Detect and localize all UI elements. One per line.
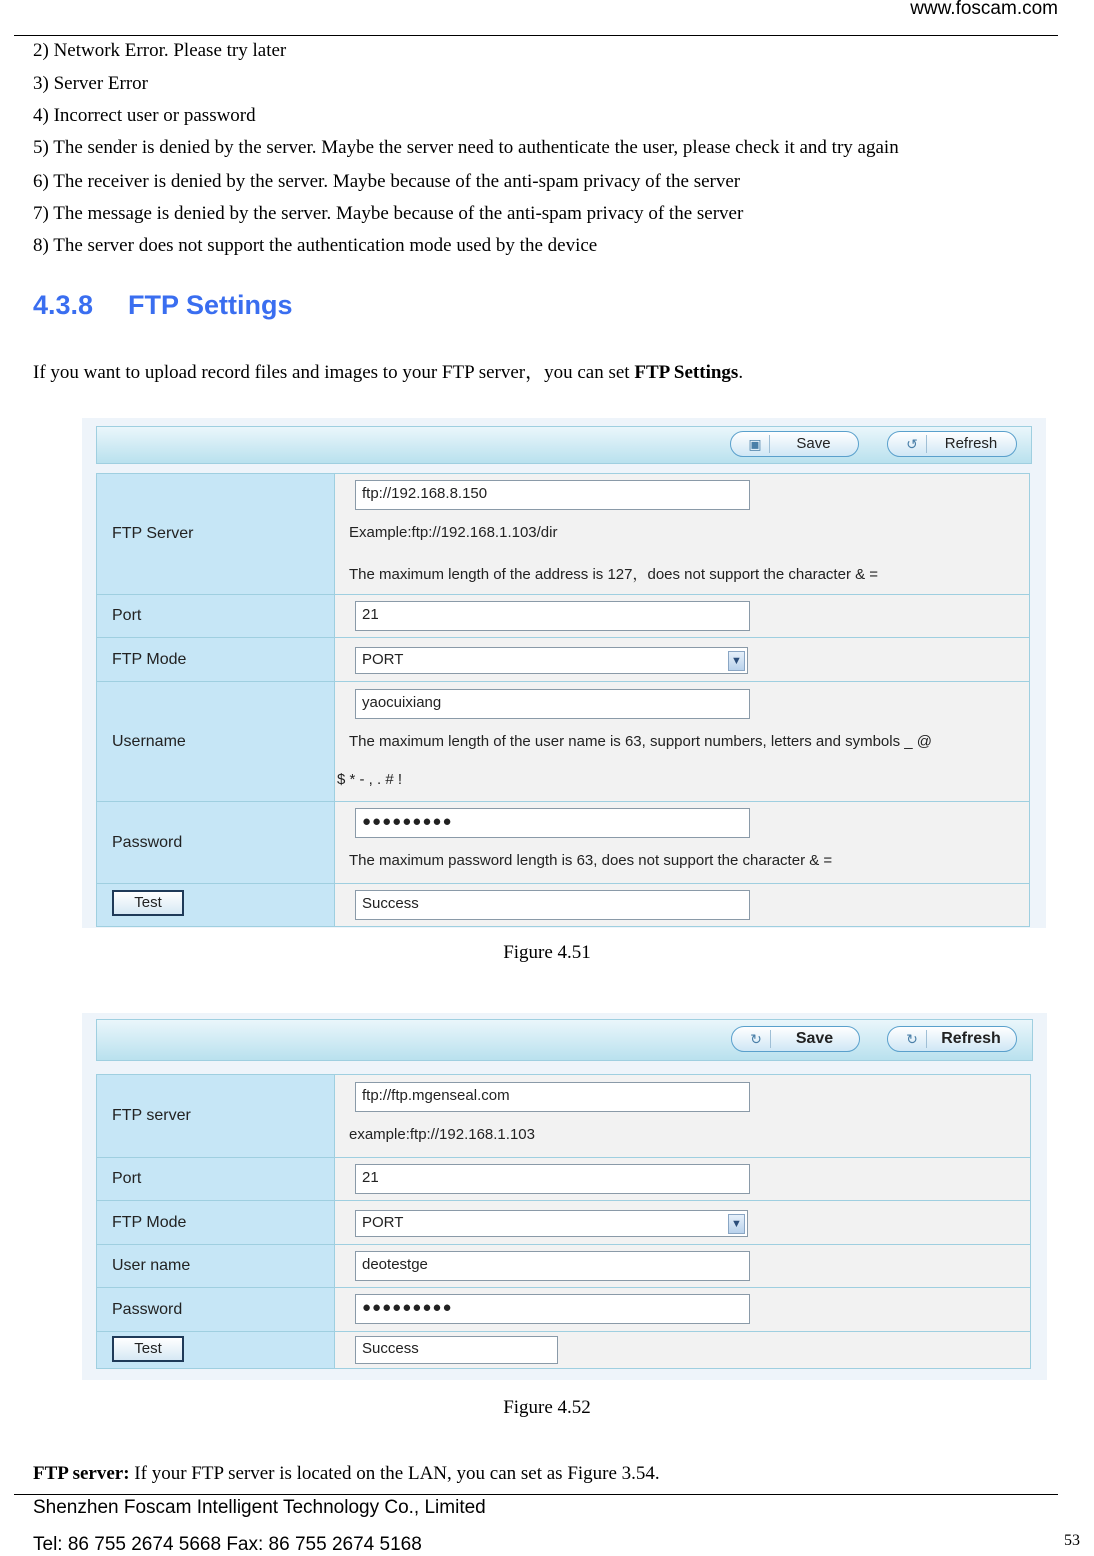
refresh-icon: ↻ xyxy=(742,1030,771,1048)
list-item: 8) The server does not support the authentication mode used by the device xyxy=(33,235,598,256)
refresh-icon: ↺ xyxy=(898,435,927,453)
password-label: Password xyxy=(97,802,335,884)
ftp-mode-value: PORT xyxy=(362,1214,404,1231)
test-button[interactable]: Test xyxy=(112,890,184,916)
port-input[interactable]: 21 xyxy=(355,601,750,631)
refresh-label: Refresh xyxy=(944,435,998,452)
ftp-server-input[interactable]: ftp://ftp.mgenseal.com xyxy=(355,1082,750,1112)
closing-text: If your FTP server is located on the LAN, you can set as Figure 3.54. xyxy=(129,1463,660,1484)
ftp-server-input[interactable]: ftp://192.168.8.150 xyxy=(355,480,750,510)
test-result-field: Success xyxy=(355,890,750,920)
intro-bold: FTP Settings xyxy=(634,362,739,383)
username-input[interactable]: yaocuixiang xyxy=(355,689,750,719)
table-row xyxy=(97,1075,1031,1158)
port-label: Port xyxy=(97,1158,335,1201)
table-row xyxy=(97,682,1030,802)
ftp-settings-table xyxy=(96,473,1030,927)
list-item: 3) Server Error xyxy=(33,73,149,94)
table-row xyxy=(97,884,1030,927)
footer-contact: Tel: 86 755 2674 5668 Fax: 86 755 2674 5168 xyxy=(33,1534,422,1555)
list-item: 2) Network Error. Please try later xyxy=(33,40,287,61)
floppy-icon: ▣ xyxy=(741,435,770,453)
figure-4-52 xyxy=(82,1013,1047,1380)
ftp-server-label: FTP server xyxy=(97,1075,335,1158)
test-button[interactable]: Test xyxy=(112,1336,184,1362)
ftp-mode-select[interactable] xyxy=(355,647,748,674)
section-number: 4.3.8 xyxy=(33,290,94,320)
list-item: 4) Incorrect user or password xyxy=(33,105,256,126)
list-item: 6) The receiver is denied by the server. Maybe because of the anti-spam privacy of the server xyxy=(33,171,741,192)
closing-paragraph xyxy=(33,1463,660,1485)
table-row xyxy=(97,595,1030,638)
table-row xyxy=(97,1158,1031,1201)
refresh-label: Refresh xyxy=(941,1030,1001,1047)
password-label: Password xyxy=(97,1288,335,1332)
password-input[interactable]: ●●●●●●●●● xyxy=(355,1294,750,1324)
chevron-down-icon: ▼ xyxy=(728,651,745,671)
figure-caption: Figure 4.52 xyxy=(503,1397,591,1418)
table-row xyxy=(97,1201,1031,1245)
footer-rule xyxy=(14,1494,1058,1495)
figure-caption: Figure 4.51 xyxy=(503,942,591,963)
list-item: 5) The sender is denied by the server. Maybe the server need to authenticate the user, please check it and try again xyxy=(33,137,899,158)
refresh-icon: ↻ xyxy=(898,1030,927,1048)
refresh-button[interactable] xyxy=(887,1026,1017,1052)
ftp-server-note: The maximum length of the address is 127，does not support the character & = xyxy=(349,566,879,583)
save-button[interactable] xyxy=(730,431,859,457)
save-label: Save xyxy=(796,435,831,452)
header-rule xyxy=(14,35,1058,36)
ftp-server-label: FTP Server xyxy=(97,474,335,595)
username-label: User name xyxy=(97,1245,335,1288)
table-row xyxy=(97,638,1030,682)
intro-paragraph xyxy=(33,357,743,384)
port-input[interactable]: 21 xyxy=(355,1164,750,1194)
test-result-field: Success xyxy=(355,1336,558,1364)
ftp-server-example: example:ftp://192.168.1.103 xyxy=(349,1126,535,1143)
closing-bold: FTP server: xyxy=(33,1463,130,1484)
table-row xyxy=(97,1288,1031,1332)
section-title: FTP Settings xyxy=(128,290,293,320)
ftp-mode-value: PORT xyxy=(362,651,404,668)
table-row xyxy=(97,474,1030,595)
table-row xyxy=(97,802,1030,884)
ftp-settings-table xyxy=(96,1074,1031,1369)
toolbar xyxy=(96,426,1032,464)
intro-text: If you want to upload record files and images to your FTP server，you can set xyxy=(33,362,635,383)
chevron-down-icon: ▼ xyxy=(728,1214,745,1234)
username-input[interactable]: deotestge xyxy=(355,1251,750,1281)
header-website: www.foscam.com xyxy=(910,0,1058,19)
footer-company: Shenzhen Foscam Intelligent Technology Co., Limited xyxy=(33,1497,486,1518)
refresh-button[interactable] xyxy=(887,431,1017,457)
ftp-mode-label: FTP Mode xyxy=(97,1201,335,1245)
ftp-server-example: Example:ftp://192.168.1.103/dir xyxy=(349,524,558,541)
table-row xyxy=(97,1245,1031,1288)
figure-4-51 xyxy=(82,418,1046,928)
username-label: Username xyxy=(97,682,335,802)
table-row xyxy=(97,1332,1031,1369)
ftp-mode-select[interactable] xyxy=(355,1210,748,1237)
password-note: The maximum password length is 63, does not support the character & = xyxy=(349,852,833,869)
section-heading xyxy=(33,290,293,321)
toolbar xyxy=(96,1019,1033,1061)
page-number: 53 xyxy=(1064,1532,1080,1549)
save-button[interactable] xyxy=(731,1026,860,1052)
ftp-mode-label: FTP Mode xyxy=(97,638,335,682)
port-label: Port xyxy=(97,595,335,638)
list-item: 7) The message is denied by the server. Maybe because of the anti-spam privacy of the server xyxy=(33,203,744,224)
password-input[interactable]: ●●●●●●●●● xyxy=(355,808,750,838)
username-note: The maximum length of the user name is 63, support numbers, letters and symbols _ @ xyxy=(349,733,932,750)
intro-end: . xyxy=(738,362,744,383)
username-note-symbols: $ * - , . # ! xyxy=(337,771,403,788)
save-label: Save xyxy=(795,1030,834,1047)
